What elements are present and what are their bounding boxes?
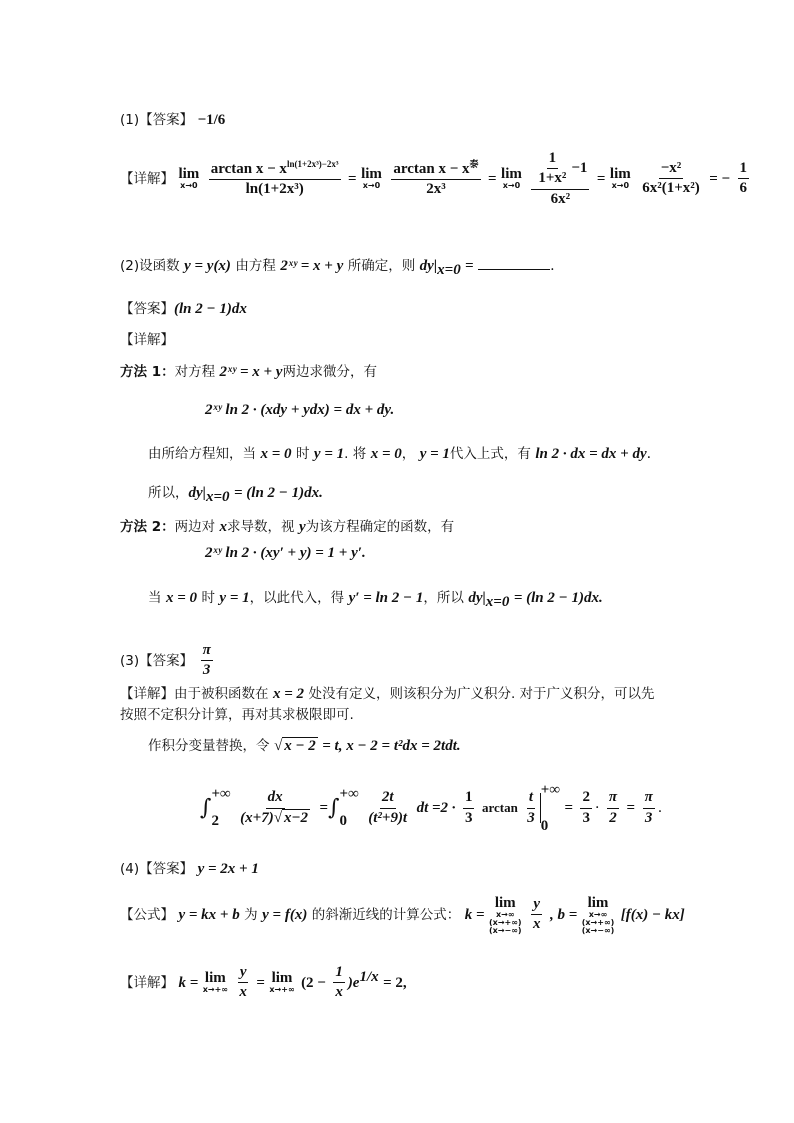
- q1-lim-4: lim x→0: [609, 166, 631, 191]
- q2-method1-eq: 2ˣʸ = x + y: [219, 364, 283, 380]
- q1-result-fraction: $\frac{1}{6}$: [739, 160, 748, 197]
- q3-eval-bounds: +∞ 0: [540, 782, 561, 834]
- q2-stem-text-1: 由方程: [235, 258, 276, 274]
- q4-yx-fraction: $\frac{y}{x}$: [533, 896, 541, 933]
- q3-d1b: 处没有定义，则该积分为广义积分. 对于广义积分，可以先: [308, 686, 655, 702]
- q2-answer-blank: [478, 269, 550, 270]
- q1-lim-3: lim x→0: [501, 166, 522, 191]
- q2-detail-text: 【详解】: [120, 332, 174, 348]
- q4-d-exp: 1/x: [359, 969, 379, 986]
- q2-m1-final-dy: dy|: [188, 485, 206, 501]
- q2-stem: [120, 254, 555, 279]
- q2-method2-derivative-eq: 2ˣʸ ln 2 · (xy′ + y) = 1 + y′.: [205, 545, 366, 561]
- q2-m1-final-sub: x=0: [205, 488, 230, 505]
- q4-f3: y = f(x): [262, 906, 308, 923]
- q3-label: (3)【答案】: [120, 652, 194, 669]
- q4-bexpr: [f(x) − kx]: [620, 906, 685, 923]
- q2-m2-d2: 时: [201, 590, 215, 606]
- q4-d-lim-1: lim x→+∞: [202, 970, 228, 995]
- q2-answer: (ln 2 − 1)dx: [174, 301, 247, 317]
- q2-m1-x0b: x = 0: [370, 446, 402, 462]
- q2-method2-derivative: [205, 545, 366, 562]
- q4-f4: 的斜渐近线的计算公式：: [311, 906, 461, 923]
- q2-m1-t4: ，: [401, 446, 416, 462]
- q2-method2-line: [120, 515, 454, 536]
- q2-method1-conclusion: [148, 481, 323, 506]
- q2-m1-so: 所以，: [148, 485, 189, 501]
- q2-m1-y1b: y = 1: [419, 446, 450, 462]
- q4-d-1x: $\frac{1}{x}$: [335, 964, 343, 1001]
- q4-detail-label: 【详解】: [120, 974, 174, 991]
- q3-int1-fraction: $\frac{dx}{(x+7)√ x-2}$: [240, 789, 309, 826]
- q1-eq-3: =: [596, 170, 606, 187]
- q2-method1-label: 方法 1：: [120, 364, 175, 380]
- q1-eq-1: =: [348, 170, 357, 187]
- q4-lim-k: lim x→∞ (x→+∞) (x→−∞): [489, 895, 522, 935]
- q2-m2-final-dy: dy|: [468, 590, 486, 606]
- q4-answer: y = 2x + 1: [197, 861, 259, 877]
- q3-eq2: =: [564, 800, 574, 816]
- q3-substitution-line: [148, 734, 461, 755]
- q2-m1-res: ln 2 · dx = dx + dy: [535, 446, 647, 462]
- q2-stem-dy-sub: x=0: [437, 261, 461, 278]
- q2-method1-line: [120, 360, 377, 381]
- q2-detail-label: [120, 328, 174, 348]
- q3-answer-fraction: $\frac{\pi}{3}$: [202, 642, 211, 679]
- q3-sub-b: = t, x − 2 = t²dx = 2tdt.: [322, 738, 461, 754]
- q2-m2-t1: 两边对: [174, 519, 216, 535]
- q2-m2-y: y: [299, 519, 306, 535]
- q2-m2-y1: y = 1: [219, 590, 250, 606]
- q3-arctan-arg: $\frac{t}{3}$: [527, 789, 535, 826]
- q4-d-result: = 2,: [383, 974, 407, 991]
- q3-eq3: =: [626, 800, 636, 816]
- q4-answer-line: [120, 857, 259, 878]
- q2-m2-x0: x = 0: [165, 590, 198, 606]
- q2-method1-differential: [205, 402, 394, 419]
- q4-d-eq: =: [256, 974, 265, 991]
- q3-r2: $\frac{\pi}{2}$: [608, 789, 618, 826]
- q4-f2: 为: [244, 906, 258, 923]
- q4-label: (4)【答案】: [120, 861, 194, 877]
- q2-m2-d3: ，以此代入，得: [249, 590, 345, 606]
- q2-m2-final-sub: x=0: [485, 593, 510, 610]
- q3-int1-bounds: +∞ 2: [211, 786, 231, 829]
- q1-detail-line: [120, 150, 752, 208]
- q3-end: .: [657, 800, 663, 816]
- q4-lim-b: lim x→∞ (x→+∞) (x→−∞): [581, 895, 615, 935]
- q1-fraction-2: $\frac{\arctan x - x^泰}{\text{2x³}}$: [393, 159, 479, 198]
- q1-fraction-1: $\frac{\arctan x - x^{ln(1+2x^3)-2x^3}}{\text{ln(1+2x³)}}$: [210, 159, 339, 198]
- q1-lim-2: lim x→0: [361, 166, 382, 191]
- integral-sign-2: ∫: [328, 795, 340, 821]
- q3-sub-a: 作积分变量替换，令: [148, 738, 270, 754]
- q2-m1-t6: .: [646, 446, 652, 462]
- integral-sign-1: ∫: [200, 795, 212, 821]
- q2-stem-label: (2)设函数: [120, 258, 180, 274]
- q1-answer-line: [120, 108, 225, 129]
- q4-b: , b =: [549, 906, 578, 923]
- q3-integral-line: [200, 772, 662, 844]
- q2-m2-t3: 为该方程确定的函数，有: [305, 519, 455, 535]
- q4-d-paren-b: )e: [347, 974, 360, 991]
- q2-m2-final-result: = (ln 2 − 1)dx.: [513, 590, 603, 606]
- q2-m1-x0: x = 0: [260, 446, 292, 462]
- q2-m1-t1: 由所给方程知，当: [148, 446, 256, 462]
- q2-m1-final-result: = (ln 2 − 1)dx.: [233, 485, 323, 501]
- q3-answer-line: [120, 642, 216, 680]
- q1-result-sign: = −: [709, 170, 731, 187]
- q2-stem-text-2: 所确定，则: [347, 258, 416, 274]
- q2-method1-text-a: 对方程: [174, 364, 216, 380]
- q2-stem-eq: =: [465, 258, 474, 274]
- q1-fraction-3: $\frac{1}{\text{1+x²}}$ −1 6x²: [531, 150, 589, 208]
- q3-r3: $\frac{\pi}{3}$: [644, 789, 653, 826]
- q3-detail-line2: [120, 703, 354, 723]
- q1-label: (1)【答案】: [120, 112, 194, 128]
- q2-m1-t2: 时: [295, 446, 310, 462]
- q3-eq1: =: [319, 800, 329, 816]
- q2-stem-dy: dy|: [419, 258, 438, 274]
- q3-r1: $\frac{2}{3}$: [582, 789, 590, 826]
- q3-coef-fraction: $\frac{1}{3}$: [464, 789, 473, 826]
- q1-lim-1: lim x→0: [178, 166, 200, 191]
- q3-sub-sqrt: √ x − 2: [273, 738, 316, 754]
- q2-m1-y1: y = 1: [313, 446, 345, 462]
- q3-int2-bounds: +∞ 0: [339, 786, 359, 829]
- q1-detail-label: 【详解】: [120, 170, 174, 187]
- q2-m2-yprime: y′ = ln 2 − 1: [348, 590, 424, 606]
- q1-eq-2: =: [488, 170, 497, 187]
- q3-detail-line1: [120, 682, 655, 703]
- q2-m2-d1: 当: [148, 590, 162, 606]
- q1-fraction-4: $\frac{\text{−x²}}{\text{6x²(1+x²)}}$: [642, 160, 700, 197]
- q2-method1-differential-eq: 2ˣʸ ln 2 · (xdy + ydx) = dx + dy.: [205, 402, 395, 418]
- q3-i2-dt: dt =2 ·: [416, 800, 456, 816]
- q3-int2-fraction: $\frac{2t}{\text{(t²+9)t}}$: [368, 789, 408, 826]
- q2-m2-t2: 求导数，视: [227, 519, 295, 535]
- q2-m2-d4: ，所以: [423, 590, 464, 606]
- q2-m1-t3: . 将: [344, 446, 367, 462]
- q2-method1-substitution: [148, 442, 651, 463]
- q2-method2-conclusion: [148, 586, 603, 611]
- q3-dot: ·: [594, 800, 600, 816]
- q4-k: k =: [464, 906, 485, 923]
- q4-d-lim-2: lim x→+∞: [269, 970, 295, 995]
- q4-formula-label: 【公式】: [120, 906, 174, 923]
- q3-d1a: 由于被积函数在: [174, 686, 269, 702]
- q4-d-paren-a: (2 −: [301, 974, 326, 991]
- q2-stem-function: y = y(x): [184, 258, 231, 274]
- q2-stem-end: .: [550, 258, 555, 274]
- q2-method2-label: 方法 2：: [120, 519, 175, 535]
- q3-d2: 按照不定积分计算，再对其求极限即可.: [120, 707, 354, 723]
- q2-m2-x: x: [219, 519, 228, 535]
- q2-answer-label: 【答案】: [120, 301, 174, 317]
- q2-m1-t5: 代入上式，有: [449, 446, 531, 462]
- q4-f1: y = kx + b: [178, 906, 240, 923]
- q2-stem-equation: 2ˣʸ = x + y: [280, 258, 344, 274]
- q4-formula-line: [120, 896, 685, 935]
- q4-d-k: k =: [178, 974, 199, 991]
- q3-d1x: x = 2: [272, 686, 305, 702]
- q3-arctan: arctan: [481, 800, 518, 815]
- q3-detail-label: 【详解】: [120, 686, 174, 702]
- q2-method1-text-b: 两边求微分，有: [282, 364, 377, 380]
- q4-detail-line: [120, 964, 407, 1002]
- q1-answer: −1/6: [197, 112, 226, 128]
- q2-answer-line: [120, 297, 247, 318]
- q4-d-frac: $\frac{y}{x}$: [239, 964, 247, 1001]
